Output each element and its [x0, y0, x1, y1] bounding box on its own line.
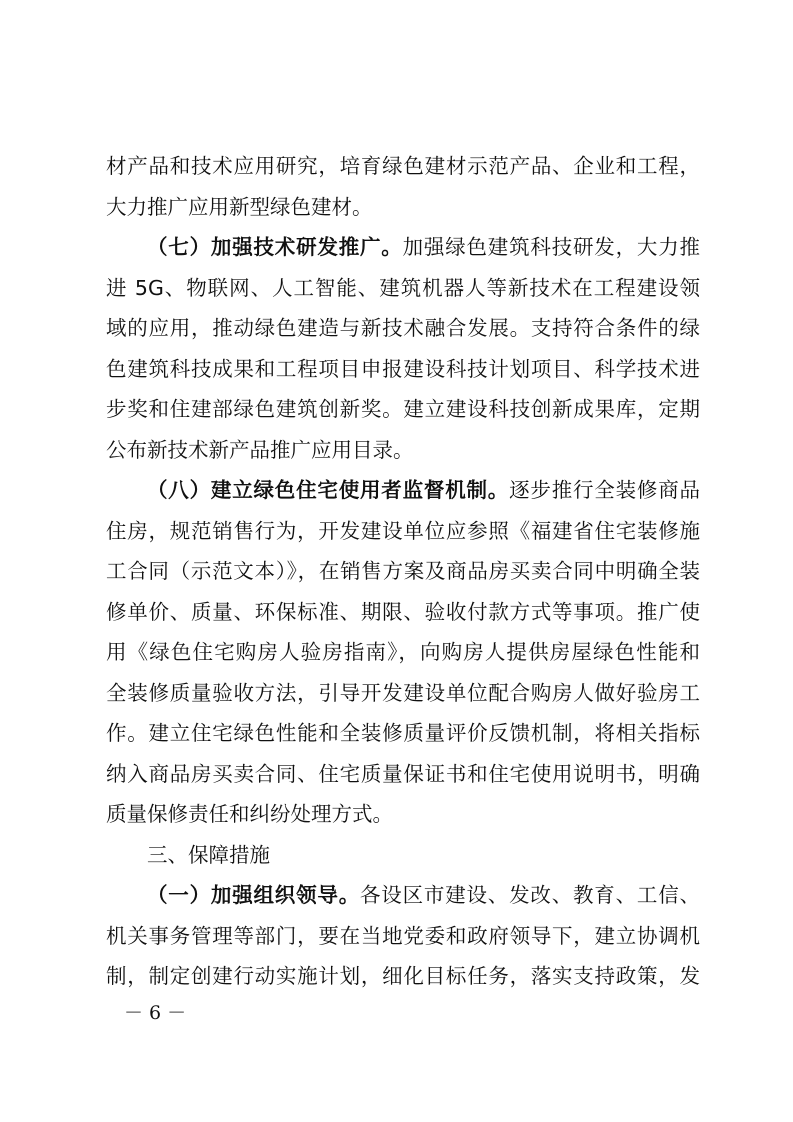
paragraph-8-first-line — [106, 470, 700, 511]
paragraph-s1-text: 各设区市建设、发改、教育、工信、 — [360, 883, 700, 907]
body-line: 色建筑科技成果和工程项目申报建设科技计划项目、科学技术进 — [106, 356, 700, 381]
body-line: 制，制定创建行动实施计划，细化目标任务，落实支持政策，发 — [106, 964, 700, 988]
body-line: 纳入商品房买卖合同、住宅质量保证书和住宅使用说明书，明确 — [106, 761, 700, 786]
body-line: 域的应用，推动绿色建造与新技术融合发展。支持符合条件的绿 — [106, 316, 700, 340]
body-line: 住房，规范销售行为，开发建设单位应参照《福建省住宅装修施 — [106, 518, 700, 543]
page-number: － 6 － — [124, 1002, 187, 1024]
body-line: 作。建立住宅绿色性能和全装修质量评价反馈机制，将相关指标 — [106, 721, 700, 745]
paragraph-7-text: 加强绿色建筑科技研发，大力推 — [402, 235, 701, 259]
body-line: 材产品和技术应用研究，培育绿色建材示范产品、企业和工程， — [106, 154, 700, 178]
paragraph-s1-first-line — [106, 875, 700, 916]
body-line: 进 5G、物联网、人工智能、建筑机器人等新技术在工程建设领 — [106, 275, 700, 300]
paragraph-8-heading: （八）建立绿色住宅使用者监督机制。 — [147, 478, 510, 502]
section-heading: 三、保障措施 — [147, 842, 270, 867]
body-line: 公布新技术新产品推广应用目录。 — [106, 437, 414, 462]
paragraph-s1-heading: （一）加强组织领导。 — [147, 883, 360, 907]
document-body — [106, 146, 700, 997]
paragraph-7-heading: （七）加强技术研发推广。 — [147, 235, 403, 259]
paragraph-8-text: 逐步推行全装修商品 — [509, 478, 701, 502]
body-line: 大力推广应用新型绿色建材。 — [106, 194, 373, 219]
body-line: 全装修质量验收方法，引导开发建设单位配合购房人做好验房工 — [106, 680, 700, 705]
paragraph-7-first-line — [106, 227, 700, 268]
body-line: 修单价、质量、环保标准、期限、验收付款方式等事项。推广使 — [106, 599, 700, 624]
body-line: 用《绿色住宅购房人验房指南》，向购房人提供房屋绿色性能和 — [106, 640, 700, 664]
body-line: 质量保修责任和纠纷处理方式。 — [106, 802, 393, 826]
body-line: 步奖和住建部绿色建筑创新奖。建立建设科技创新成果库，定期 — [106, 397, 700, 421]
body-line: 机关事务管理等部门，要在当地党委和政府领导下，建立协调机 — [106, 923, 700, 948]
body-line: 工合同（示范文本）》，在销售方案及商品房买卖合同中明确全装 — [106, 559, 700, 583]
